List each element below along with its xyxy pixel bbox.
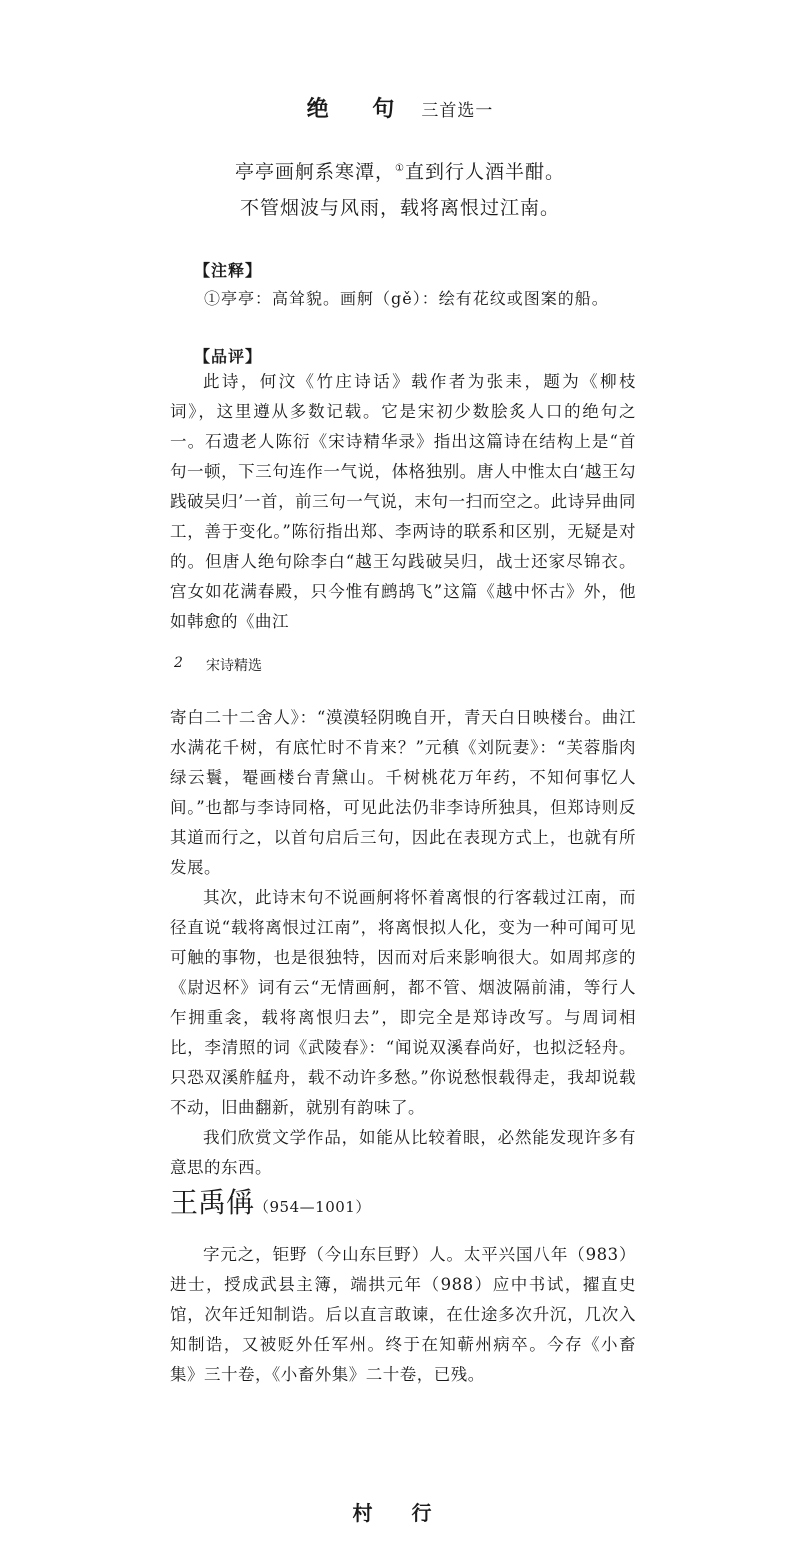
footnote-marker: ① xyxy=(395,163,405,174)
book-title: 宋诗精选 xyxy=(206,658,262,674)
author-dates: （954—1001） xyxy=(254,1198,371,1216)
continued-body xyxy=(170,703,636,1183)
continued-paragraph-1: 寄白二十二舍人》：“漠漠轻阴晚自开，青天白日映楼台。曲江水满花千树，有底忙时不肯来？”元稹《刘阮妻》：“芙蓉脂肉绿云鬟，罨画楼台青黛山。千树桃花万年药，不知何事忆人间。”也都与李诗同格，可见此法仍非李诗所独具，但郑诗则反其道而行之，以首句启后三句，因此在表现方式上，也就有所发展。 xyxy=(170,708,636,877)
note-item-1: ①亭亭：高耸貌。画舸（gě）：绘有花纹或图案的船。 xyxy=(204,289,609,308)
notes-heading: 【注释】 xyxy=(194,261,263,280)
author-heading xyxy=(170,1181,371,1221)
poem-title xyxy=(0,92,800,123)
poem-line-1 xyxy=(0,157,800,184)
continued-paragraph-2: 其次，此诗末句不说画舸将怀着离恨的行客载过江南，而径直说“载将离恨过江南”，将离恨拟人化，变为一种可闻可见可触的事物，也是很独特，因而对后来影响很大。如周邦彦的《尉迟杯》词有云“无情画舸，都不管、烟波隔前浦，等行人乍拥重衾，载将离恨归去”，即完全是郑诗改写。与周词相比，李清照的词《武陵春》：“闻说双溪春尚好，也拟泛轻舟。只恐双溪舴艋舟，载不动许多愁。”你说愁恨载得走，我却说载不动，旧曲翻新，就别有韵味了。 xyxy=(170,888,636,1117)
author-bio-paragraph: 字元之，钜野（今山东巨野）人。太平兴国八年（983）进士，授成武县主簿，端拱元年（988）应中书试，擢直史馆，次年迁知制诰。后以直言敢谏，在仕途多次升沉，几次入知制诰，又被贬外任军州。终于在知蕲州病卒。今存《小畜集》三十卷，《小畜外集》二十卷，已残。 xyxy=(170,1245,636,1384)
author-name: 王禹偁 xyxy=(170,1186,255,1219)
page-number: 2 xyxy=(174,655,183,671)
poem-line-2: 不管烟波与风雨，载将离恨过江南。 xyxy=(239,197,560,219)
next-poem-title: 村 行 xyxy=(352,1501,448,1525)
poem-line-1-part-a: 亭亭画舸系寒潭， xyxy=(235,161,396,183)
commentary-heading: 【品评】 xyxy=(194,347,263,366)
continued-paragraph-3: 我们欣赏文学作品，如能从比较着眼，必然能发现许多有意思的东西。 xyxy=(170,1128,636,1177)
poem-line-1-part-b: 直到行人酒半酣。 xyxy=(404,161,565,183)
commentary-body xyxy=(170,367,636,637)
poem-title-subtitle: 三首选一 xyxy=(421,101,494,121)
poem-title-main: 绝 句 xyxy=(306,96,413,122)
commentary-paragraph: 此诗，何汶《竹庄诗话》载作者为张耒，题为《柳枝词》，这里遵从多数记载。它是宋初少数脍炙人口的绝句之一。石遗老人陈衍《宋诗精华录》指出这篇诗在结构上是“首句一顿，下三句连作一气说，体格独别。唐人中惟太白‘越王勾践破吴归’一首，前三句一气说，末句一扫而空之。此诗异曲同工，善于变化。”陈衍指出郑、李两诗的联系和区别，无疑是对的。但唐人绝句除李白“越王勾践破吴归，战士还家尽锦衣。宫女如花满春殿，只今惟有鹧鸪飞”这篇《越中怀古》外，他如韩愈的《曲江 xyxy=(170,372,636,631)
author-bio xyxy=(170,1240,636,1390)
